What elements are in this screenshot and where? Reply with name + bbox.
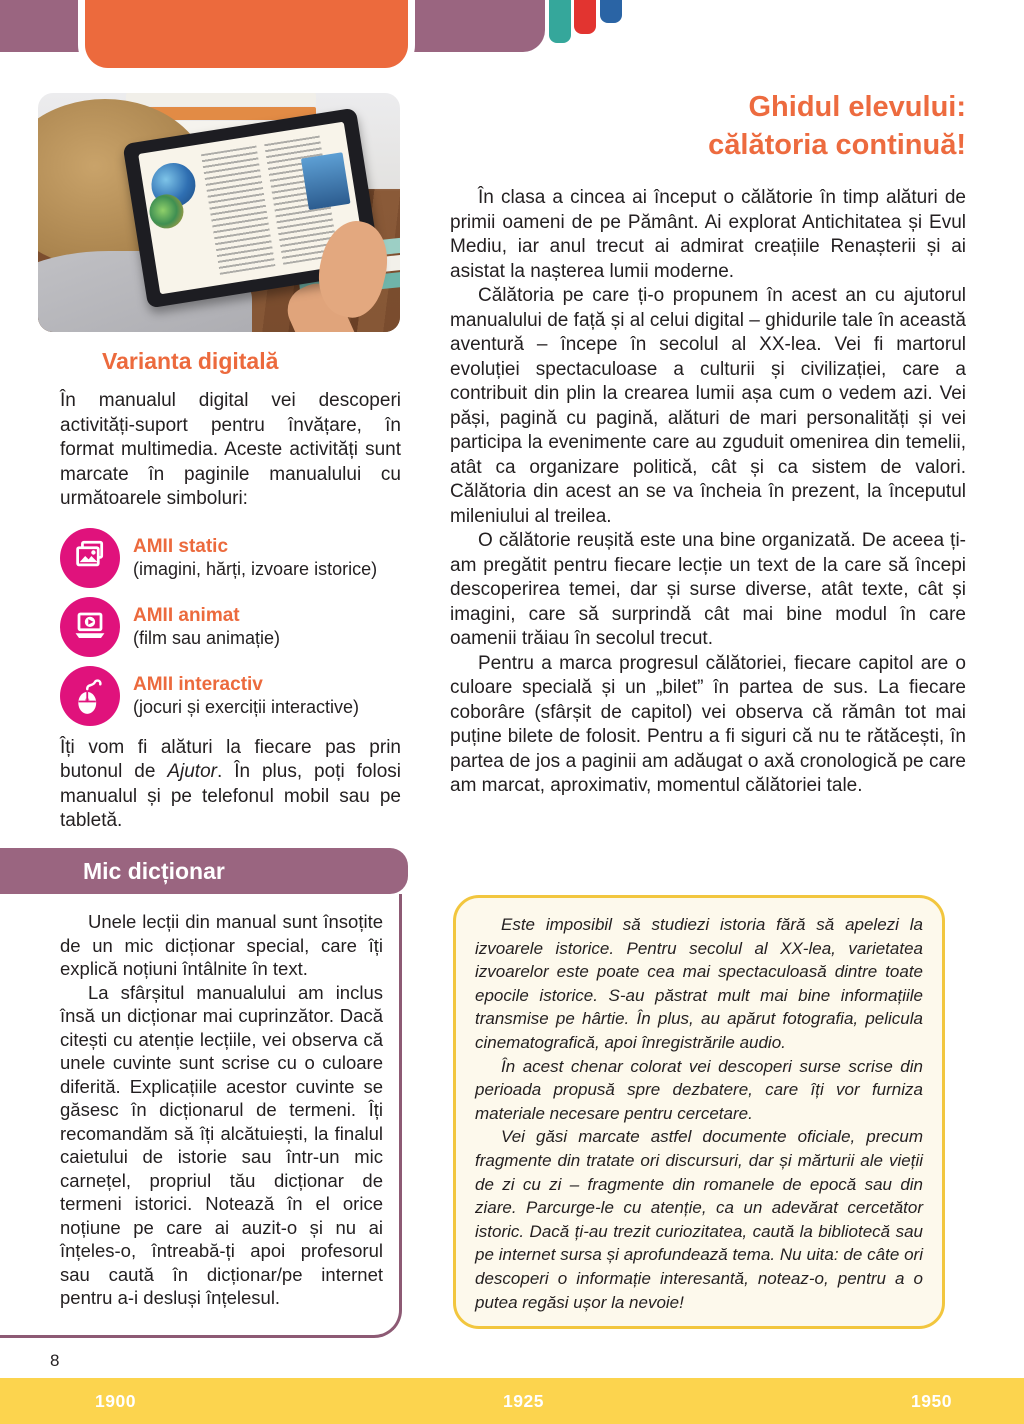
header-blue-tab [600,0,622,23]
dictionary-text [0,894,399,1310]
symbol-description: (film sau animație) [133,627,281,648]
historical-sources-box [453,895,945,1329]
laptop-play-icon [60,597,120,657]
photos-icon [60,528,120,588]
source-paragraph: Vei găsi marcate astfel documente oficiale, precum fragmente din tratate ori discursuri, dar și mărturii ale vieții de zi cu zi – fragmente din romanele de epocă sau din ziare. Parcurge-le cu atenție, ca un adevărat cercetător istoric. Dacă ți-au trezit curiozitatea, caută la bibliotecă sau pe internet sursa și aprofundează tema. Nu uita: de câte ori descoperi o informație interesantă, noteaz-o, pentru a o putea regăsi ușor la nevoie! [475,1127,923,1312]
dictionary-paragraph: Unele lecții din manual sunt însoțite de un mic dicționar special, care îți explică noțiuni întâlnite în text. [60,911,383,979]
student-tablet-photo [38,93,400,332]
list-item [60,528,401,588]
source-paragraph: Este imposibil să studiezi istoria fără să apelezi la izvoarele istorice. Pentru secolul al XX-lea, varietatea izvoarelor este poate cea mai spectaculoasă dintre toate epocile istorice. S-au păstrat mult mai bine informațiile transmise pe hârtie. În plus, au apărut fotografia, pelicula cinematografică, apoi înregistrările audio. [475,915,923,1052]
symbol-description: (imagini, hărți, izvoare istorice) [133,558,378,579]
guide-paragraph: În clasa a cincea ai început o călătorie în timp alături de primii oameni de pe Pământ. Ai explorat Antichitatea și Evul Mediu, iar anul trecut ai admirat creațiile Renașterii și ai asistat la nașterea lumii moderne. [450,187,966,282]
dictionary-header-bar [0,848,408,894]
ajutor-word-italic: Ajutor [167,761,217,782]
symbol-label: AMII interactiv [133,673,263,695]
dictionary-paragraph: La sfârșitul manualului am inclus însă un dicționar mai cuprinzător. Dacă citești cu atenție lecțiile, vei observa că unele cuvinte sunt scrise cu o culoare diferită. Explicațiile acestor cuvinte se găsesc în dicționarul de termeni. Îți recomandăm să îți alcătuiești, la finalul caietului de istorie sau într-un mic carnețel, propriul tău dicționar de termeni istorici. Notează în el orice noțiune pe care ai auzit-o și nu ai înțeles-o, întreabă-ți apoi profesorul sau caută în dicționar/pe internet pentru a-i desluși înțelesul. [60,981,383,1308]
guide-paragraph: Pentru a marca progresul călătoriei, fiecare capitol are o culoare specială și un „bilet” în partea de sus. La fiecare coborâre (sfârșit de capitol) vei observa că rămân tot mai puține bilete de folosit. Pentru a fi siguri că nu te rătăcești, în partea de jos a paginii am adăugat o axă cronologică pe care am marcat, aproximativ, momentul călătoriei tale. [450,652,966,796]
dictionary-box [0,894,402,1338]
chronological-axis [0,1378,1024,1424]
symbol-label: AMII static [133,535,229,557]
mouse-icon [60,666,120,726]
section-title-varianta-digitala: Varianta digitală [102,348,279,374]
page-number: 8 [50,1351,60,1370]
dictionary-title: Mic dicționar [83,857,225,884]
header-orange-tab [78,0,415,75]
symbol-text [133,535,377,581]
symbol-description: (jocuri și exerciții interactive) [133,696,360,717]
left-column [60,348,401,834]
page-title-line1: Ghidul elevului: [748,91,966,123]
symbol-label: AMII animat [133,604,240,626]
amii-symbols-list [60,528,401,726]
screen-text-column [201,146,275,275]
list-item [60,597,401,657]
list-item [60,666,401,726]
digital-intro-paragraph: În manualul digital vei descoperi activități-suport pentru învățare, în format multimedia. Aceste activități sunt marcate în paginile manualului cu următoarele simboluri: [60,390,401,509]
header-red-tab [574,0,596,34]
timeline-year-1925: 1925 [503,1390,544,1411]
source-paragraph: În acest chenar colorat vei descoperi surse scrise din perioada propusă spre dezbatere, care îți vor furniza materiale necesare pentru cercetare. [475,1056,923,1123]
page-title [450,88,966,164]
ajutor-paragraph [60,736,401,834]
symbol-text [133,673,359,719]
guide-paragraph: O călătorie reușită este una bine organizată. De aceea ți-am pregătit pentru fiecare lecție un text de la care să începi descoperirea temei, dar și surse diverse, atât texte, cât și imagini, care să surprindă cât mai bine modul în care oamenii trăiau în secolul trecut. [450,530,966,649]
right-column [450,88,966,799]
timeline-year-1900: 1900 [95,1390,136,1411]
page-title-line2: călătoria continuă! [708,129,966,161]
ajutor-text-after: . În plus, poți folosi manualul și pe telefonul mobil sau pe tabletă. [60,761,401,831]
timeline-year-1950: 1950 [911,1390,952,1411]
guide-paragraph: Călătoria pe care ți-o propunem în acest an cu ajutorul manualului de față și al celui digital – ghidurile tale în această aventură – începe în secolul al XX-lea. Vei fi martorul evoluției spectaculoase a culturii și civilizației, care a contribuit din plin la crearea lumii așa cum o vedem azi. Vei păși, pagină cu pagină, alături de mari personalități și vei participa la evenimente care au zguduit omenirea din temelii, atât ca organizare politică, cât și ca sistem de valori. Călătoria din acest an se va încheia în prezent, la începutul mileniului al treilea. [450,285,966,527]
guide-body [450,186,966,799]
screen-photo-block [301,152,351,210]
ajutor-text-before: Îți vom fi alături la fiecare pas prin butonul de [60,736,401,782]
symbol-text [133,604,280,650]
header-teal-tab [549,0,571,43]
